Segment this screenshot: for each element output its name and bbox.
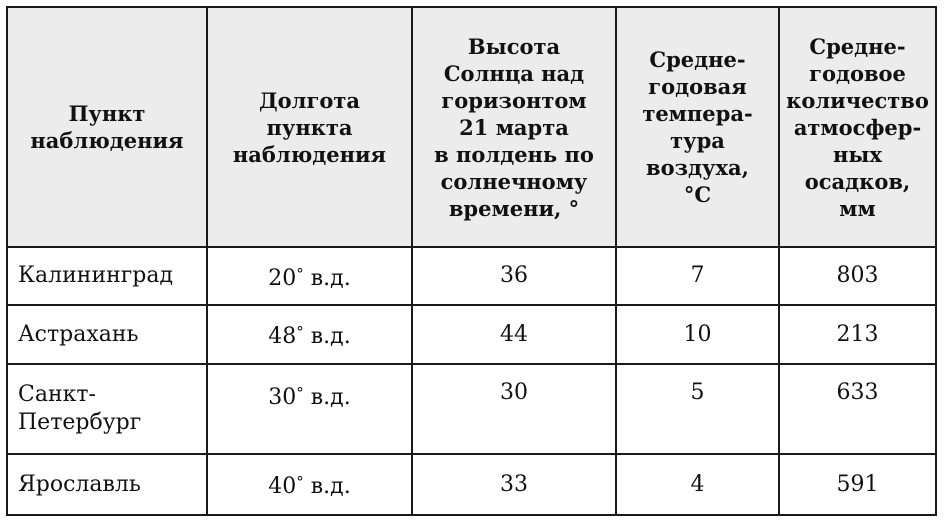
degree-sign: ° — [296, 264, 304, 283]
cell-longitude — [207, 454, 412, 515]
cell-sun-height: 44 — [412, 305, 616, 364]
longitude-value: 40 — [268, 474, 297, 499]
cell-longitude — [207, 247, 412, 305]
cell-point: Санкт- Петербург — [7, 364, 207, 454]
degree-sign: ° — [296, 323, 304, 341]
cell-point: Астрахань — [7, 305, 207, 364]
climate-table-container — [6, 6, 937, 516]
longitude-suffix: в.д. — [303, 474, 351, 499]
longitude-value: 30 — [268, 385, 297, 410]
cell-sun-height: 36 — [412, 247, 616, 305]
table-row — [7, 454, 936, 515]
cell-temperature: 7 — [616, 247, 779, 305]
longitude-value: 48 — [268, 324, 297, 349]
table-row — [7, 364, 936, 454]
cell-point: Ярославль — [7, 454, 207, 515]
header-avg-temperature: Средне- годовая темпера- тура воздуха, °С — [616, 7, 779, 247]
table-header-row — [7, 7, 936, 247]
header-observation-point: Пункт наблюдения — [7, 7, 207, 247]
cell-sun-height: 30 — [412, 364, 616, 454]
cell-precipitation: 213 — [779, 305, 936, 364]
cell-longitude — [207, 364, 412, 454]
cell-point: Калининград — [7, 247, 207, 305]
longitude-suffix: в.д. — [303, 324, 351, 349]
header-avg-precipitation: Средне- годовое количество атмосфер- ных осадков, мм — [779, 7, 936, 247]
header-longitude: Долгота пункта наблюдения — [207, 7, 412, 247]
cell-sun-height: 33 — [412, 454, 616, 515]
header-sun-height: Высота Солнца над горизонтом 21 марта в полдень по солнечному времени, ° — [412, 7, 616, 247]
cell-temperature: 5 — [616, 364, 779, 454]
cell-temperature: 4 — [616, 454, 779, 515]
cell-temperature: 10 — [616, 305, 779, 364]
cell-longitude — [207, 305, 412, 364]
longitude-value: 20 — [268, 265, 297, 291]
cell-precipitation: 803 — [779, 247, 936, 305]
degree-sign: ° — [296, 473, 304, 491]
cell-precipitation: 591 — [779, 454, 936, 515]
table-row — [7, 247, 936, 305]
cell-precipitation: 633 — [779, 364, 936, 454]
longitude-suffix: в.д. — [303, 265, 351, 291]
table-row — [7, 305, 936, 364]
degree-sign: ° — [296, 384, 304, 402]
climate-table — [6, 6, 937, 516]
longitude-suffix: в.д. — [303, 385, 351, 410]
